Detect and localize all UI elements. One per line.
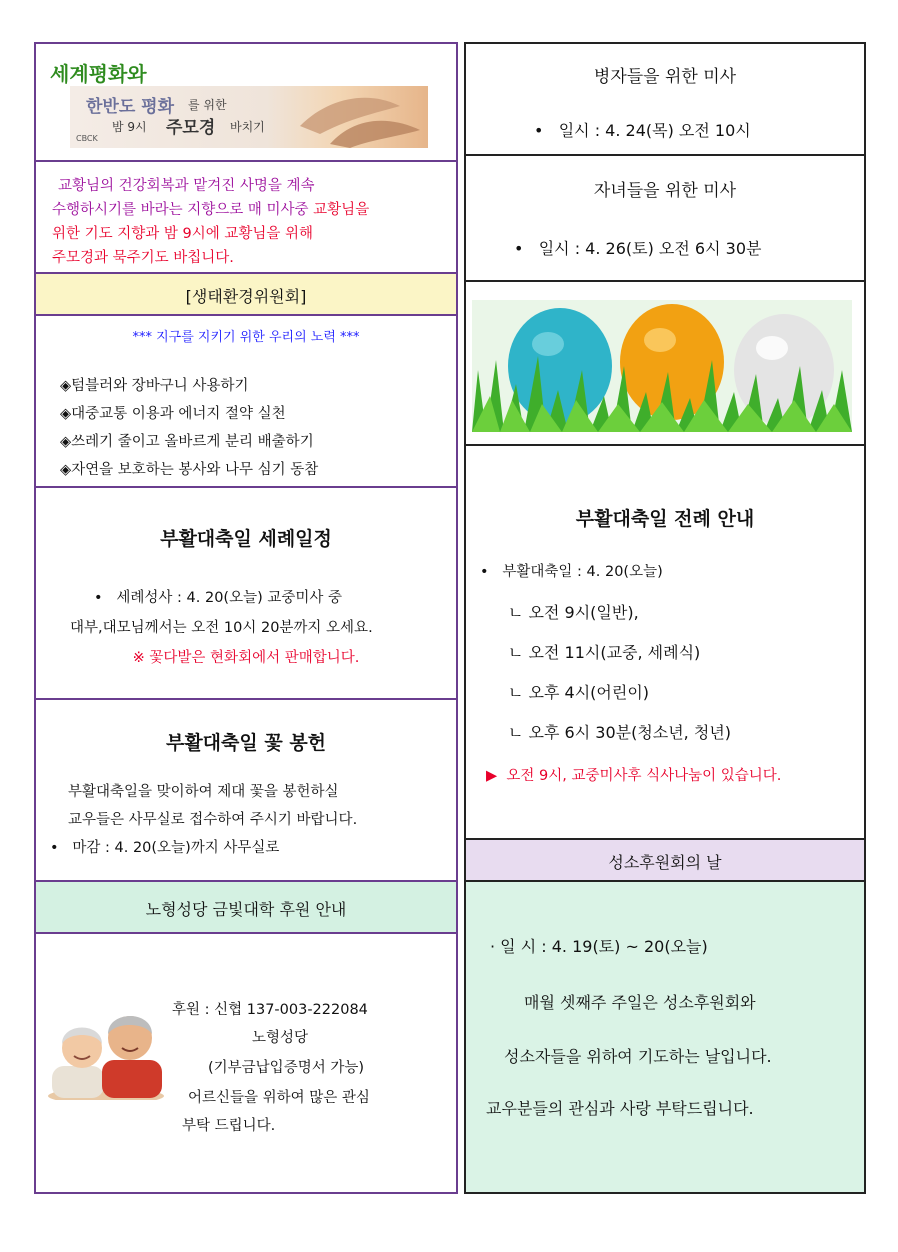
- vocation-section: [466, 880, 864, 1192]
- peace-text-2b: 교황님을: [308, 202, 370, 218]
- univ-line1: 후원 : 신협 137-003-222084: [172, 1002, 368, 1018]
- easter-eggs-graphic: [472, 300, 852, 432]
- baptism-line1-text: 세례성사 : 4. 20(오늘) 교중미사 중: [116, 590, 342, 606]
- eco-header: [36, 272, 456, 314]
- flowers-title: 부활대축일 꽃 봉헌: [165, 732, 327, 754]
- easter-note: ▶ 오전 9시, 교중미사후 식사나눔이 있습니다.: [486, 768, 782, 784]
- easter-liturgy-section: [466, 444, 864, 838]
- children-mass-section: [466, 154, 864, 280]
- easter-time-4: ㄴ 오후 6시 30분(청소년, 청년): [508, 723, 732, 742]
- easter-line1: • 부활대축일 : 4. 20(오늘): [480, 564, 663, 580]
- vocation-header-text: 성소후원회의 날: [608, 853, 722, 872]
- children-mass-line: • 일시 : 4. 26(토) 오전 6시 30분: [514, 239, 762, 258]
- easter-eggs-section: [466, 280, 864, 444]
- peace-header-section: [36, 44, 456, 160]
- banner-line1-rest: 를 위한: [188, 98, 227, 112]
- eco-item-4: ◈자연을 보호하는 봉사와 나무 심기 동참: [60, 462, 319, 478]
- univ-line2: 노형성당: [252, 1030, 309, 1046]
- eco-subtitle: *** 지구를 지키기 위한 우리의 노력 ***: [132, 330, 360, 345]
- banner-line2-time: 밤 9시: [112, 120, 147, 134]
- sick-mass-line: • 일시 : 4. 24(목) 오전 10시: [534, 121, 751, 140]
- eco-list-section: [36, 314, 456, 486]
- sick-mass-title: 병자들을 위한 미사: [593, 67, 737, 87]
- right-column: [464, 42, 866, 1194]
- elderly-couple-image: [46, 1004, 166, 1100]
- easter-line1-text: 부활대축일 : 4. 20(오늘): [502, 564, 663, 580]
- eco-item-2: ◈대중교통 이용과 에너지 절약 실천: [60, 406, 286, 422]
- banner-line2-strong: 주모경: [166, 118, 216, 138]
- peace-title: 세계평화와: [50, 62, 147, 86]
- easter-note-text: 오전 9시, 교중미사후 식사나눔이 있습니다.: [506, 768, 782, 784]
- baptism-section: [36, 486, 456, 698]
- children-mass-line-text: 일시 : 4. 26(토) 오전 6시 30분: [538, 239, 762, 258]
- peace-text-2: [52, 198, 369, 219]
- baptism-title: 부활대축일 세례일정: [160, 528, 332, 550]
- eco-header-text: [생태환경위원회]: [185, 287, 307, 306]
- baptism-line2: 대부,대모님께서는 오전 10시 20분까지 오세요.: [70, 620, 373, 636]
- banner-line2-rest: 바치기: [230, 120, 265, 134]
- univ-line4: 어르신들을 위하여 많은 관심: [188, 1090, 370, 1106]
- easter-time-3: ㄴ 오후 4시(어린이): [508, 683, 650, 702]
- univ-section: [36, 932, 456, 1192]
- left-column: [34, 42, 458, 1194]
- flowers-line1: 부활대축일을 맞이하여 제대 꽃을 봉헌하실: [68, 784, 339, 800]
- eco-item-1: ◈텀블러와 장바구니 사용하기: [60, 378, 249, 394]
- flowers-line2: 교우들은 사무실로 접수하여 주시기 바랍니다.: [68, 812, 358, 828]
- vocation-line2: 매월 셋째주 주일은 성소후원회와: [524, 993, 756, 1012]
- univ-line3: (기부금납입증명서 가능): [208, 1060, 364, 1076]
- vocation-header: [466, 838, 864, 880]
- flowers-line3-text: 마감 : 4. 20(오늘)까지 사무실로: [72, 840, 280, 856]
- eco-item-3: ◈쓰레기 줄이고 올바르게 분리 배출하기: [60, 434, 314, 450]
- sick-mass-line-text: 일시 : 4. 24(목) 오전 10시: [558, 121, 751, 140]
- peace-text-2a: 수행하시기를 바라는 지향으로 매 미사중: [52, 202, 309, 218]
- elderly-couple-graphic: [46, 1004, 166, 1100]
- vocation-line1: · 일 시 : 4. 19(토) ~ 20(오늘): [490, 937, 708, 956]
- univ-header-text: 노형성당 금빛대학 후원 안내: [145, 900, 347, 919]
- easter-time-1: ㄴ 오전 9시(일반),: [508, 603, 639, 622]
- baptism-note: ※ 꽃다발은 현화회에서 판매합니다.: [132, 650, 360, 666]
- easter-time-2: ㄴ 오전 11시(교중, 세례식): [508, 643, 701, 662]
- peace-text-1: 교황님의 건강회복과 맡겨진 사명을 계속: [58, 178, 315, 194]
- flowers-line3: • 마감 : 4. 20(오늘)까지 사무실로: [50, 840, 280, 856]
- vocation-line4: 교우분들의 관심과 사랑 부탁드립니다.: [486, 1099, 754, 1118]
- vocation-line3: 성소자들을 위하여 기도하는 날입니다.: [504, 1047, 772, 1066]
- baptism-line1: • 세례성사 : 4. 20(오늘) 교중미사 중: [94, 590, 342, 606]
- peace-banner-image: [70, 86, 428, 148]
- peace-text-3: 위한 기도 지향과 밤 9시에 교황님을 위해: [52, 226, 313, 242]
- univ-header: [36, 880, 456, 932]
- banner-logo: CBCK: [76, 134, 98, 143]
- univ-line5: 부탁 드립니다.: [182, 1118, 276, 1134]
- children-mass-title: 자녀들을 위한 미사: [593, 181, 737, 201]
- easter-liturgy-title: 부활대축일 전례 안내: [575, 508, 755, 530]
- easter-eggs-image: [472, 300, 852, 432]
- flowers-section: [36, 698, 456, 880]
- sick-mass-section: [466, 44, 864, 154]
- peace-text-section: [36, 160, 456, 272]
- banner-line1-strong: 한반도 평화: [86, 97, 175, 117]
- peace-text-4: 주모경과 묵주기도 바칩니다.: [52, 250, 234, 266]
